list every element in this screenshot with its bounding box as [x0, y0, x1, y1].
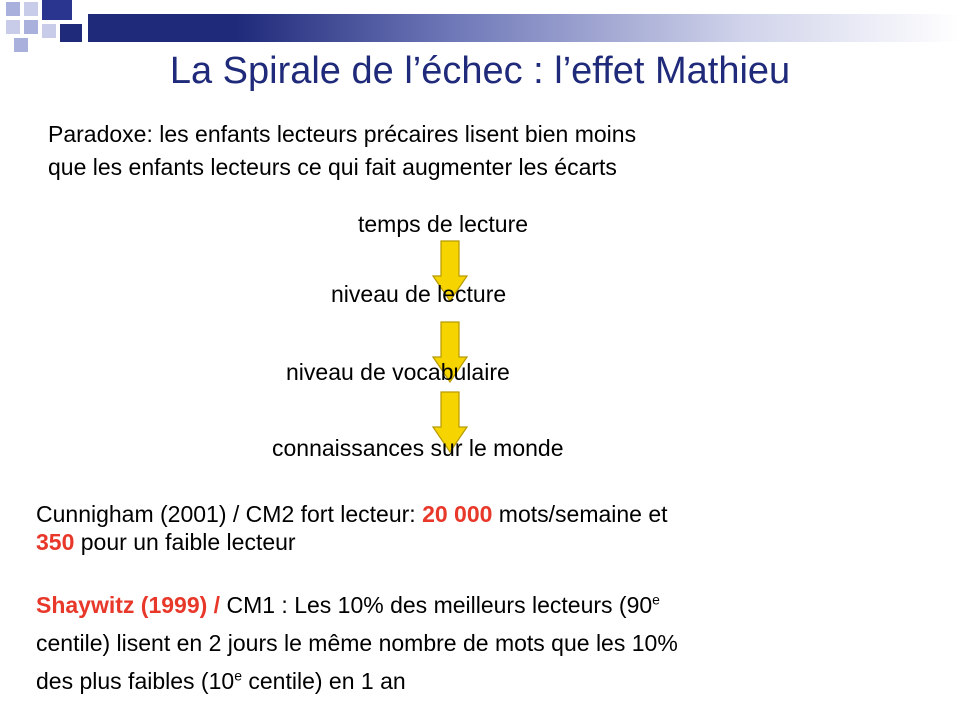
deco-square: [24, 20, 38, 34]
chain-step-reading-time: temps de lecture: [358, 211, 529, 237]
paradox-text: [48, 118, 928, 184]
chain-step-reading-level: niveau de lecture: [331, 281, 507, 307]
cunningham-citation: [36, 500, 926, 556]
shaywitz-line-3: [36, 662, 926, 700]
shaywitz-line-2: centile) lisent en 2 jours le même nombre de mots que les 10%: [36, 630, 678, 656]
weak-reader-count: 350: [36, 529, 75, 555]
superscript: e: [234, 667, 242, 684]
strong-reader-count: 20 000: [422, 501, 493, 527]
cunningham-mid: mots/semaine et: [492, 501, 668, 527]
shaywitz-text-d: centile) en 1 an: [241, 668, 406, 694]
paradox-line-1: Paradoxe: les enfants lecteurs précaires lisent bien moins: [48, 121, 637, 147]
cunningham-prefix: Cunnigham (2001) / CM2 fort lecteur:: [36, 501, 423, 527]
deco-square: [6, 2, 20, 16]
shaywitz-text-c: des plus faibles (10: [36, 668, 235, 694]
chain-step-vocabulary-level: niveau de vocabulaire: [286, 359, 510, 385]
header-bar-gradient: [236, 14, 960, 42]
paradox-line-2: que les enfants lecteurs ce qui fait augmenter les écarts: [48, 154, 617, 180]
cunningham-suffix: pour un faible lecteur: [74, 529, 296, 555]
shaywitz-citation: [36, 586, 926, 700]
shaywitz-source: Shaywitz (1999) /: [36, 592, 221, 618]
deco-square: [42, 24, 56, 38]
superscript: e: [652, 591, 660, 608]
shaywitz-text-a: CM1 : Les 10% des meilleurs lecteurs (90: [220, 592, 653, 618]
deco-square: [60, 24, 82, 42]
chain-step-world-knowledge: connaissances sur le monde: [272, 435, 564, 461]
header-bar: [88, 14, 236, 42]
deco-square: [42, 0, 72, 20]
deco-square: [6, 20, 20, 34]
slide-title: La Spirale de l’échec : l’effet Mathieu: [169, 50, 791, 92]
shaywitz-line-1: [36, 586, 926, 624]
deco-square: [24, 2, 38, 16]
